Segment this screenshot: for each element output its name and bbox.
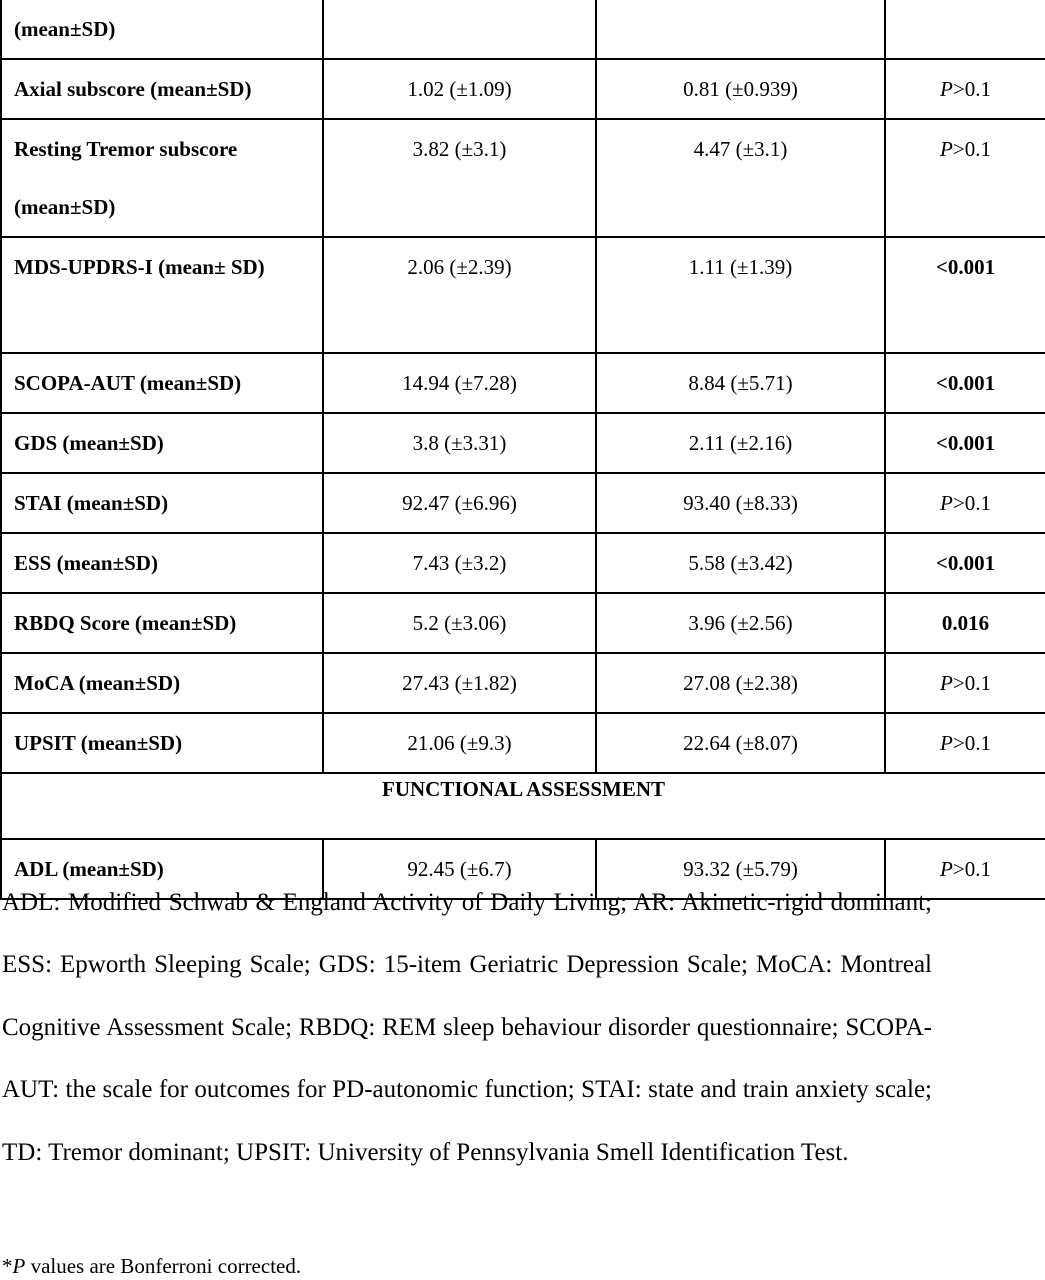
table-row (1, 59, 1045, 119)
group1-value: 2.06 (±2.39) (323, 237, 596, 353)
p-value: P>0.1 (885, 713, 1045, 773)
table-row (1, 119, 1045, 237)
table-row (1, 0, 1045, 59)
row-label: STAI (mean±SD) (1, 473, 323, 533)
group2-value: 3.96 (±2.56) (596, 593, 885, 653)
p-value: <0.001 (885, 353, 1045, 413)
row-label: Resting Tremor subscore (mean±SD) (1, 119, 323, 237)
group1-value: 3.8 (±3.31) (323, 413, 596, 473)
section-title: FUNCTIONAL ASSESSMENT (1, 773, 1045, 839)
section-row (1, 773, 1045, 839)
p-value: <0.001 (885, 413, 1045, 473)
p-value: P>0.1 (885, 839, 1045, 899)
group1-value (323, 0, 596, 59)
row-label: GDS (mean±SD) (1, 413, 323, 473)
row-label: ADL (mean±SD) (1, 839, 323, 899)
row-label: RBDQ Score (mean±SD) (1, 593, 323, 653)
p-value: 0.016 (885, 593, 1045, 653)
group1-value: 21.06 (±9.3) (323, 713, 596, 773)
p-value: <0.001 (885, 533, 1045, 593)
row-label: (mean±SD) (1, 0, 323, 59)
abbreviations-note: ADL: Modified Schwab & England Activity of Daily Living; AR: Akinetic-rigid dominant; ESS: Epworth Sleeping Scale; GDS: 15-item Geriatric Depression Scale; MoCA: Montreal Cognitive Assessment Scale; RBDQ: REM sleep behaviour disorder questionnaire; SCOPA-AUT: the scale for outcomes for PD-autonomic function; STAI: state and train anxiety scale; TD: Tremor dominant; UPSIT: University of Pennsylvania Smell Identification Test. (2, 889, 932, 1166)
table-row (1, 593, 1045, 653)
table-row (1, 413, 1045, 473)
group2-value: 93.32 (±5.79) (596, 839, 885, 899)
group2-value: 4.47 (±3.1) (596, 119, 885, 237)
group1-value: 27.43 (±1.82) (323, 653, 596, 713)
group1-value: 92.45 (±6.7) (323, 839, 596, 899)
group2-value: 2.11 (±2.16) (596, 413, 885, 473)
group1-value: 7.43 (±3.2) (323, 533, 596, 593)
group1-value: 5.2 (±3.06) (323, 593, 596, 653)
group2-value: 27.08 (±2.38) (596, 653, 885, 713)
row-label: ESS (mean±SD) (1, 533, 323, 593)
p-value: P>0.1 (885, 59, 1045, 119)
group2-value: 93.40 (±8.33) (596, 473, 885, 533)
table-row (1, 653, 1045, 713)
p-value: P>0.1 (885, 473, 1045, 533)
p-value: P>0.1 (885, 119, 1045, 237)
p-value: P>0.1 (885, 653, 1045, 713)
group2-value: 5.58 (±3.42) (596, 533, 885, 593)
group1-value: 14.94 (±7.28) (323, 353, 596, 413)
group2-value (596, 0, 885, 59)
row-label: MoCA (mean±SD) (1, 653, 323, 713)
p-value (885, 0, 1045, 59)
table-row (1, 533, 1045, 593)
table-row (1, 237, 1045, 353)
group2-value: 22.64 (±8.07) (596, 713, 885, 773)
row-label: Axial subscore (mean±SD) (1, 59, 323, 119)
group2-value: 8.84 (±5.71) (596, 353, 885, 413)
table-row (1, 353, 1045, 413)
group2-value: 0.81 (±0.939) (596, 59, 885, 119)
p-value: <0.001 (885, 237, 1045, 353)
table-row (1, 713, 1045, 773)
footnote: *P values are Bonferroni corrected. (2, 1254, 302, 1278)
row-label: SCOPA-AUT (mean±SD) (1, 353, 323, 413)
row-label: MDS-UPDRS-I (mean± SD) (1, 237, 323, 353)
group1-value: 1.02 (±1.09) (323, 59, 596, 119)
table-row (1, 473, 1045, 533)
group2-value: 1.11 (±1.39) (596, 237, 885, 353)
group1-value: 92.47 (±6.96) (323, 473, 596, 533)
row-label: UPSIT (mean±SD) (1, 713, 323, 773)
group1-value: 3.82 (±3.1) (323, 119, 596, 237)
